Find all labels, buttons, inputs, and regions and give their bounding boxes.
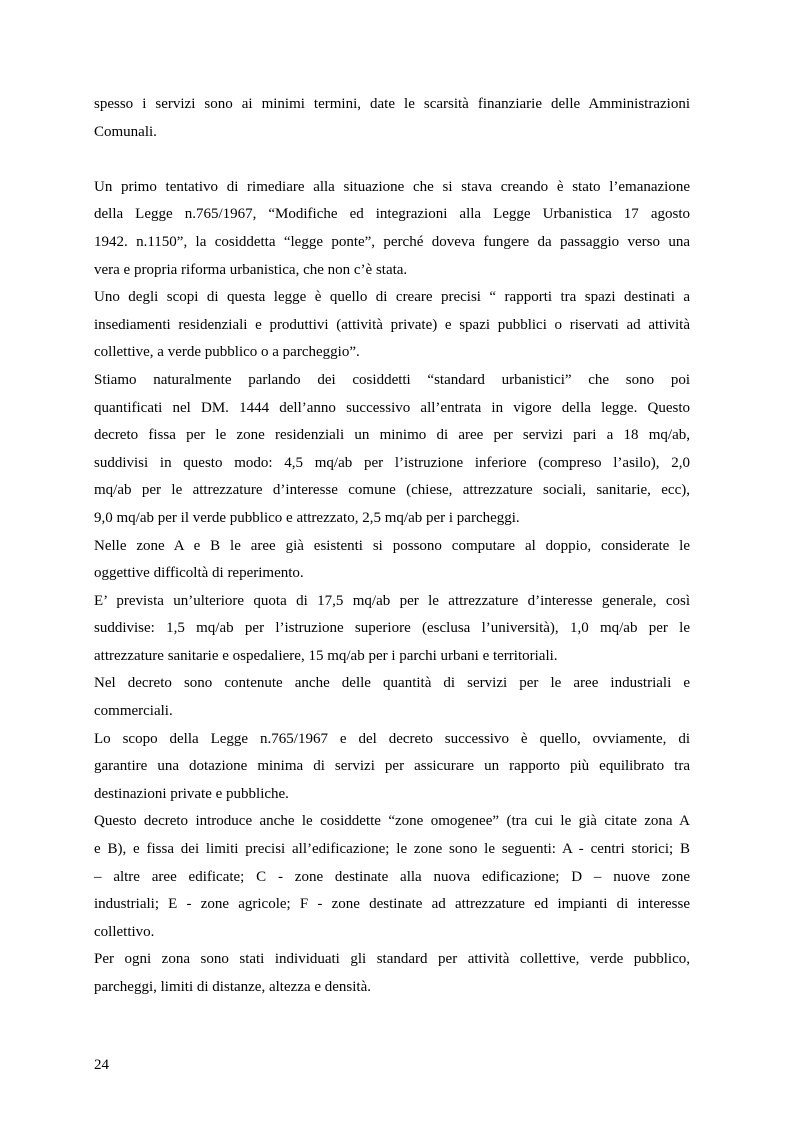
text-line: collettive, a verde pubblico o a parcheggio”. (94, 344, 360, 361)
text-line: E’ prevista un’ulteriore quota di 17,5 mq/ab per le attrezzature d’interesse generale, così (94, 592, 690, 609)
text-line: Comunali. (94, 123, 157, 140)
text-line: – altre aree edificate; C - zone destinate alla nuova edificazione; D – nuove zone (94, 868, 690, 885)
text-line: garantire una dotazione minima di servizi per assicurare un rapporto più equilibrato tra (94, 758, 690, 775)
text-line: decreto fissa per le zone residenziali un minimo di aree per servizi pari a 18 mq/ab, (94, 427, 690, 444)
text-line: 1942. n.1150”, la cosiddetta “legge ponte”, perché doveva fungere da passaggio verso una (94, 233, 690, 250)
text-line: Per ogni zona sono stati individuati gli standard per attività collettive, verde pubblico, (94, 951, 690, 968)
text-line: parcheggi, limiti di distanze, altezza e densità. (94, 979, 371, 995)
paragraph-gap (94, 146, 690, 174)
text-line: Nelle zone A e B le aree già esistenti si possono computare al doppio, considerate le (94, 537, 690, 554)
text-line: suddivisi in questo modo: 4,5 mq/ab per l’istruzione inferiore (compreso l’asilo), 2,0 (94, 454, 690, 471)
text-line: suddivise: 1,5 mq/ab per l’istruzione superiore (esclusa l’università), 1,0 mq/ab per le (94, 620, 690, 637)
page-number: 24 (94, 1057, 109, 1073)
text-line: Stiamo naturalmente parlando dei cosiddetti “standard urbanistici” che sono poi (94, 371, 690, 388)
text-line: Un primo tentativo di rimediare alla situazione che si stava creando è stato l’emanazione (94, 178, 690, 195)
text-line: Questo decreto introduce anche le cosiddette “zone omogenee” (tra cui le già citate zona A (94, 813, 690, 830)
body-text (94, 91, 690, 1002)
text-line: della Legge n.765/1967, “Modifiche ed integrazioni alla Legge Urbanistica 17 agosto (94, 206, 690, 223)
text-line: e B), e fissa dei limiti precisi all’edificazione; le zone sono le seguenti: A - centri storici; B (94, 841, 690, 858)
text-line: industriali; E - zone agricole; F - zone destinate ad attrezzature ed impianti di interesse (94, 896, 690, 913)
text-line: oggettive difficoltà di reperimento. (94, 565, 304, 582)
text-line: insediamenti residenziali e produttivi (attività private) e spazi pubblici o riservati ad attività (94, 316, 690, 333)
text-line: Uno degli scopi di questa legge è quello di creare precisi “ rapporti tra spazi destinati a (94, 289, 690, 306)
text-line: Nel decreto sono contenute anche delle quantità di servizi per le aree industriali e (94, 675, 690, 692)
text-line: Lo scopo della Legge n.765/1967 e del decreto successivo è quello, ovviamente, di (94, 730, 690, 747)
text-line: attrezzature sanitarie e ospedaliere, 15 mq/ab per i parchi urbani e territoriali. (94, 647, 558, 664)
text-line: spesso i servizi sono ai minimi termini, date le scarsità finanziarie delle Amministrazioni (94, 96, 690, 112)
text-line: collettivo. (94, 923, 155, 940)
text-line: destinazioni private e pubbliche. (94, 785, 289, 802)
text-line: quantificati nel DM. 1444 dell’anno successivo all’entrata in vigore della legge. Questo (94, 399, 690, 416)
text-line: commerciali. (94, 703, 173, 720)
text-line: vera e propria riforma urbanistica, che non c’è stata. (94, 261, 408, 278)
text-line: 9,0 mq/ab per il verde pubblico e attrezzato, 2,5 mq/ab per i parcheggi. (94, 509, 520, 526)
text-line: mq/ab per le attrezzature d’interesse comune (chiese, attrezzature sociali, sanitarie, ecc), (94, 482, 690, 499)
